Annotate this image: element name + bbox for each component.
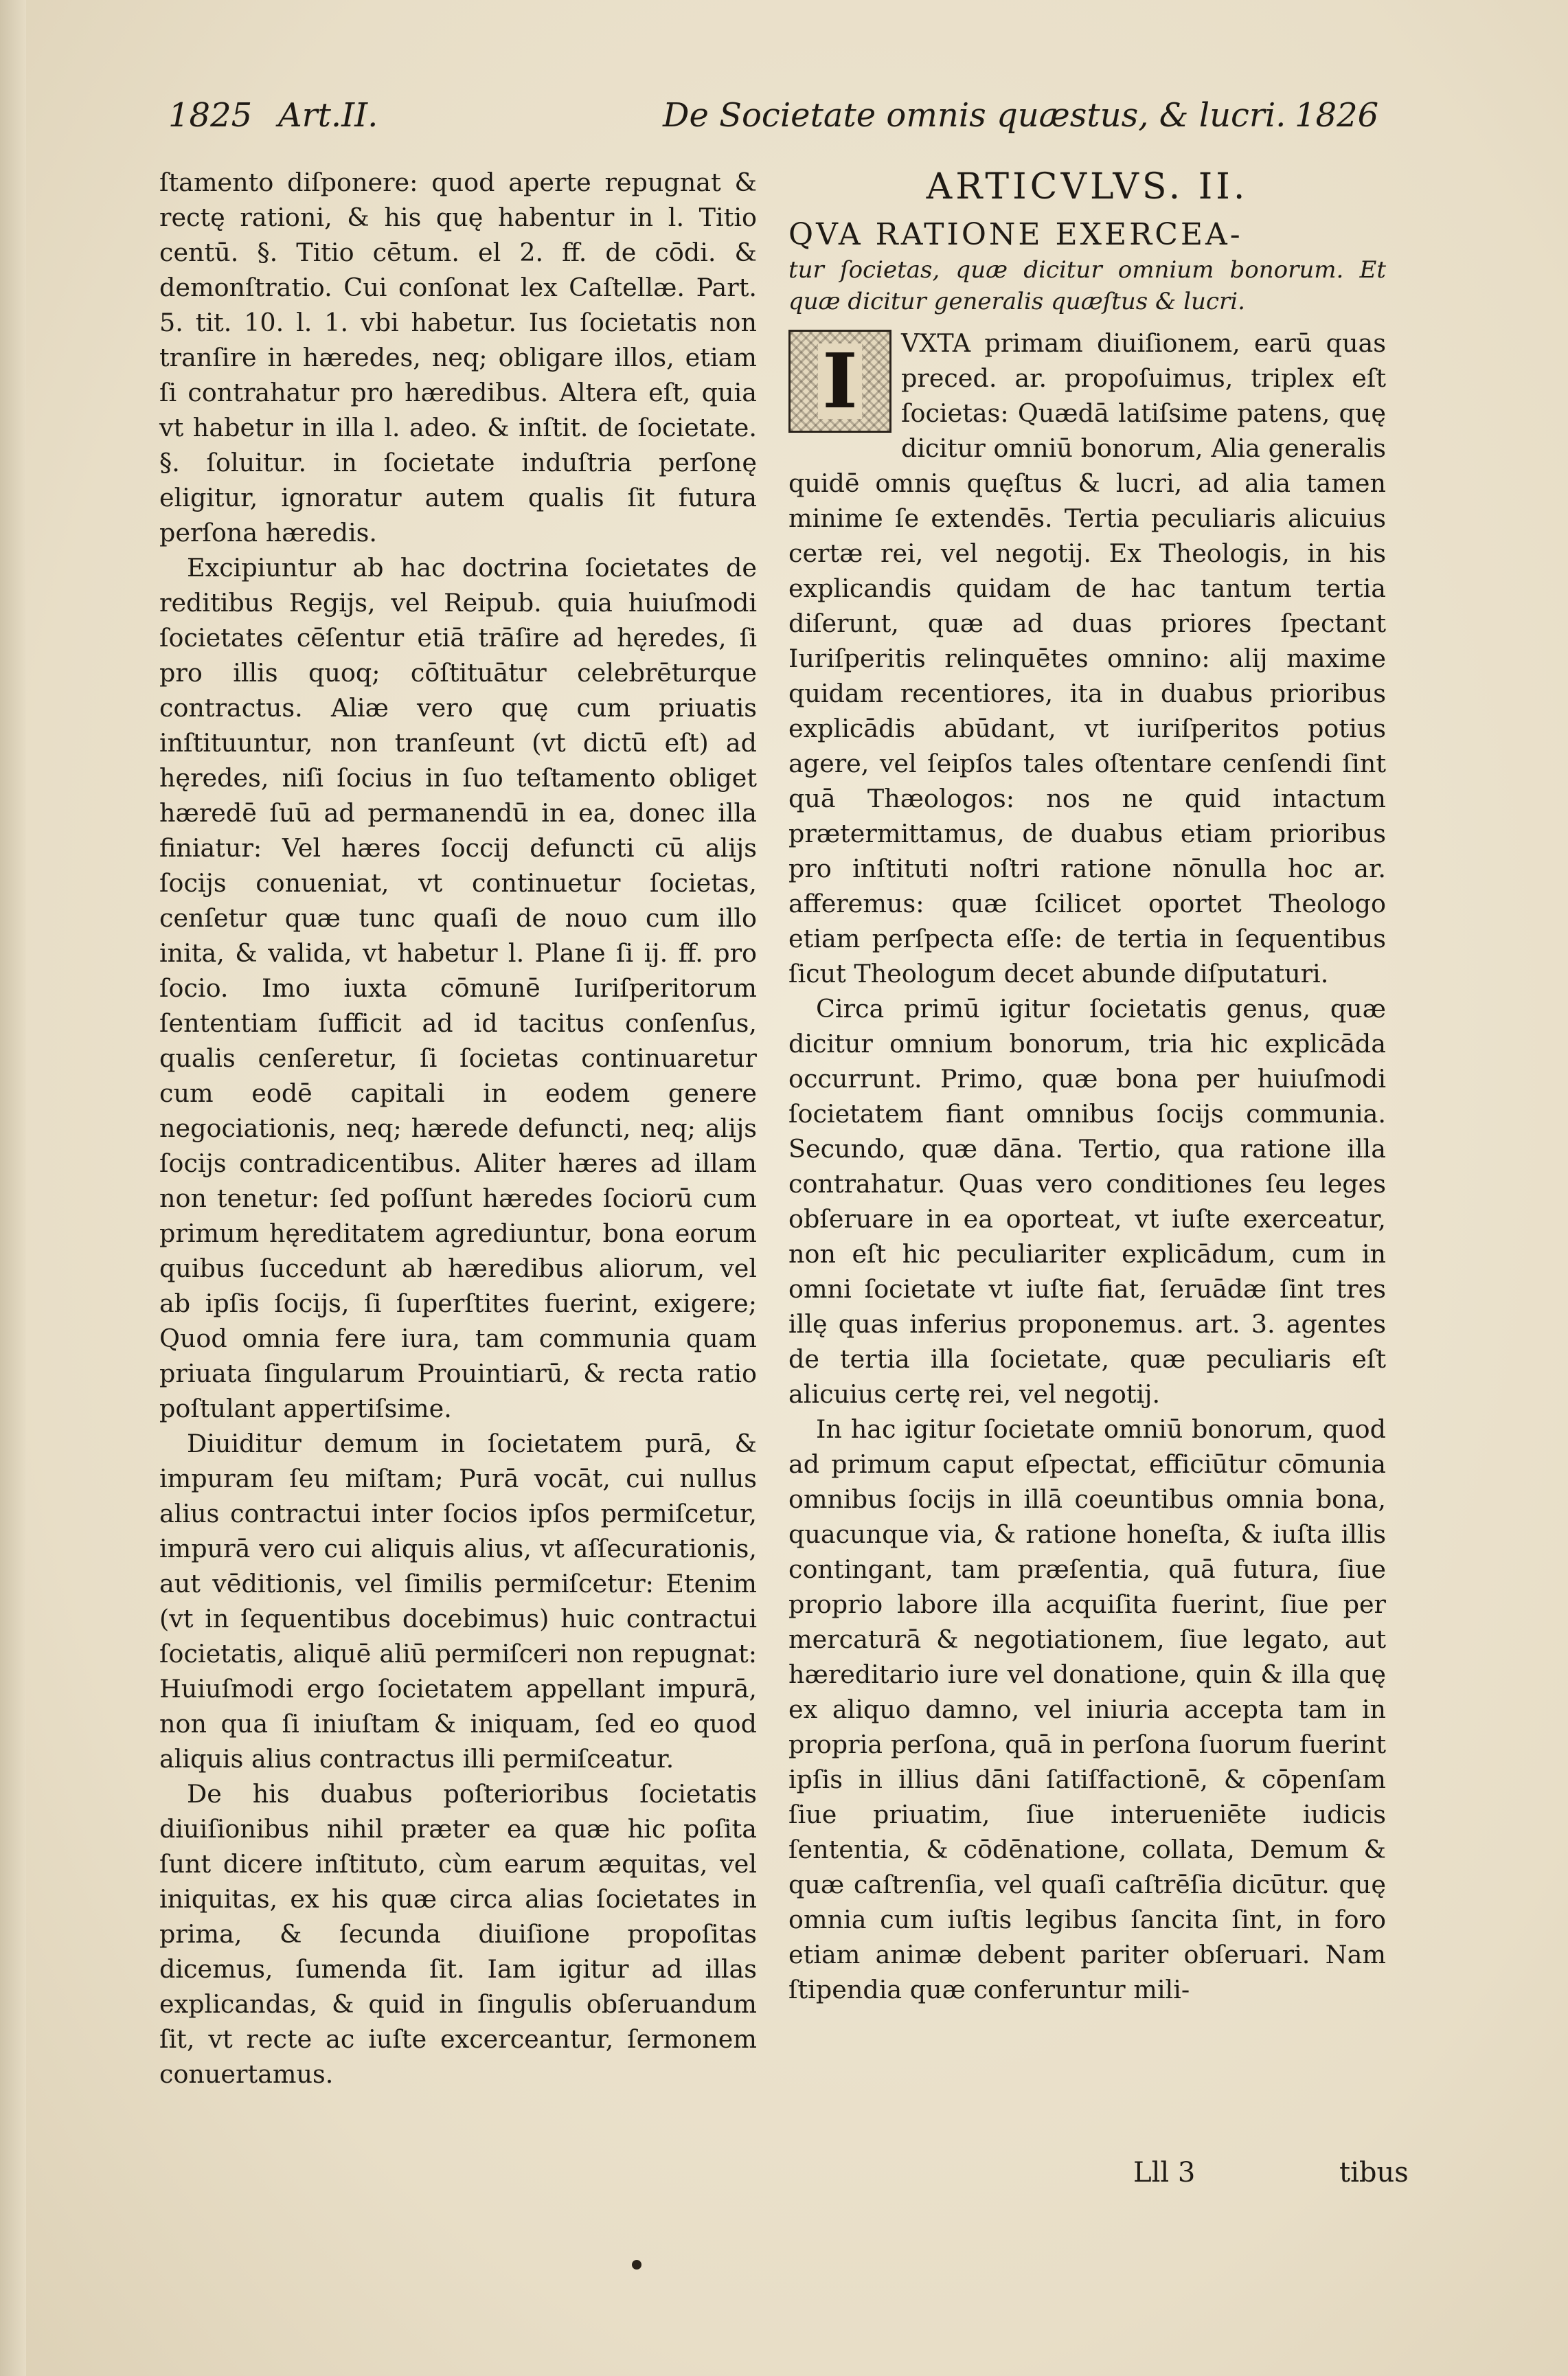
article-subheading: QVA RATIONE EXERCEA-: [788, 217, 1243, 252]
left-paragraph-1: ſtamento diſponere: quod aperte repugnat & rectę rationi, & his quę habentur in l. Titio centū. §. Titio cētum. el 2. ff. de cōdi. & demonſtratio. Cui conſonat lex Caſtellæ. Part. 5. tit. 10. l. 1. vbi habetur. Ius ſocietatis non tranſire in hæredes, neq; obligare illos, etiam ſi contrahatur pro hæredibus. Altera eſt, quia vt habetur in illa l. adeo. & inſtit. de ſocietate. §. ſoluitur. in ſocietate induſtria perſonę eligitur, ignoratur autem qualis ſit futura perſona hæredis.: [159, 168, 757, 547]
running-title: De Societate omnis quæstus, & lucri.: [663, 96, 1286, 135]
page-gutter: [0, 0, 26, 2376]
right-paragraph-3: In hac igitur ſocietate omniū bonorum, quod ad primum caput eſpectat, efficiūtur cōmunia omnibus ſocijs in illā coeuntibus omnia bona, quacunque via, & ratione honeſta, & iuſta illis contingant, tam præſentia, quā futura, ſiue proprio labore illa acquiſita fuerint, ſiue per mercaturā & negotiationem, ſiue legato, aut hæreditario iure vel donatione, quin & illa quę ex aliquo damno, vel iniuria accepta tam in propria perſona, quā in perſona ſuorum fuerint ipſis in illius dāni ſatiſfactionē, & cōpenſam ſiue priuatim, ſiue interueniēte iudicis ſententia, & cōdēnatione, collata, Demum & quæ caſtrenſia, vel quaſi caſtrēſia dicūtur. quę omnia cum iuſtis legibus ſancita ſint, in foro etiam animæ debent pariter obſeruari. Nam ſtipendia quæ conferuntur mili-: [788, 1414, 1386, 2004]
right-column: [788, 165, 1386, 2007]
catchword: tibus: [1339, 2157, 1409, 2188]
left-paragraph-2: Excipiuntur ab hac doctrina ſocietates de reditibus Regijs, vel Reipub. quia huiuſmodi ſocietates cēſentur etiā trāſire ad hęredes, ſi pro illis quoq; cōſtituātur celebrēturque contractus. Aliæ vero quę cum priuatis inſtituuntur, non tranſeunt (vt dictū eſt) ad hęredes, niſi ſocius in ſuo teſtamento obliget hæredē ſuū ad permanendū in ea, donec illa finiatur: Vel hæres ſoccij defuncti cū alijs ſocijs conueniat, vt continuetur ſocietas, cenſetur quæ tunc quaſi de nouo cum illo inita, & valida, vt habetur l. Plane ſi ij. ff. pro ſocio. Imo iuxta cōmunē Iuriſperitorum ſententiam ſufficit ad id tacitus conſenſus, qualis cenſeretur, ſi ſocietas continuaretur cum eodē capitali in eodem genere negociationis, neq; hærede defuncti, neq; alijs ſocijs contradicentibus. Aliter hæres ad illam non tenetur: ſed poſſunt hæredes ſociorū cum primum hęreditatem agrediuntur, bona eorum quibus ſuccedunt ab hæredibus aliorum, vel ab ipſis ſocijs, ſi ſuperſtites fuerint, exigere; Quod omnia fere iura, tam communia quam priuata ſingularum Prouintiarū, & recta ratio poſtulant appertiſsime.: [159, 553, 757, 1423]
ink-dot: [632, 2260, 641, 2270]
article-subheading-italic: tur ſocietas, quæ dicitur omnium bonorum. Et quæ dicitur generalis quæſtus & lucri.: [788, 256, 1386, 315]
dropcap-initial: [788, 330, 891, 433]
right-paragraph-2: Circa primū igitur ſocietatis genus, quæ dicitur omnium bonorum, tria hic explicāda occurrunt. Primo, quæ bona per huiuſmodi ſocietatem fiant omnibus ſocijs communia. Secundo, quæ dāna. Tertio, qua ratione illa contrahatur. Quas vero conditiones ſeu leges obſeruare in ea oporteat, vt iuſte exerceatur, non eſt hic peculiariter explicādum, cum in omni ſocietate vt iuſte fiat, ſeruādæ ſint tres illę quas inferius proponemus. art. 3. agentes de tertia illa ſocietate, quæ peculiaris eſt alicuius certę rei, vel negotij.: [788, 994, 1386, 1409]
right-page-number: 1826: [1295, 96, 1379, 135]
running-header: [168, 96, 1384, 151]
left-paragraph-4: De his duabus poſterioribus ſocietatis diuiſionibus nihil præter ea quæ hic poſita ſunt dicere inſtituto, cùm earum æquitas, vel iniquitas, ex his quæ circa alias ſocietates in prima, & ſecunda diuiſione propoſitas dicemus, ſumenda ſit. Iam igitur ad illas explicandas, & quid in ſingulis obſeruandum ſit, vt recte ac iuſte excerceantur, ſermonem conuertamus.: [159, 1779, 757, 2089]
running-article-label: Art.II.: [278, 96, 378, 135]
left-column: [159, 165, 757, 2092]
left-page-number: 1825: [168, 96, 253, 135]
right-paragraph-1: VXTA primam diuiſionem, earū quas preced. ar. propoſuimus, triplex eſt ſocietas: Quædā latiſsime patens, quę dicitur omniū bonorum, Alia generalis quidē omnis quęſtus & lucri, ad alia tamen minime ſe extendēs. Tertia peculiaris alicuius certæ rei, vel negotij. Ex Theologis, in his explicandis quidam de hac tantum tertia diſerunt, quæ ad duas priores ſpectant Iuriſperitis relinquētes omnino: alij maxime quidam recentiores, ita in duabus prioribus explicādis abūdant, vt iuriſperitos potius agere, vel ſeipſos tales oſtentare cenſendi ſint quā Thæologos: nos ne quid intactum prætermittamus, de duabus etiam prioribus pro inſtituti noſtri ratione nōnulla hoc ar. afferemus: quæ ſcilicet oportet Theologo etiam perſpecta eſſe: de tertia in ſequentibus ſicut Theologum decet abunde diſputaturi.: [788, 328, 1386, 988]
signature-mark: Lll 3: [1133, 2157, 1196, 2188]
dropcap-letter: I: [818, 343, 861, 419]
left-paragraph-3: Diuiditur demum in ſocietatem purā, & impuram ſeu miſtam; Purā vocāt, cui nullus alius contractui inter ſocios ipſos permiſcetur, impurā vero cui aliquis alius, vt aſſecurationis, aut vēditionis, vel ſimilis permiſcetur: Etenim (vt in ſequentibus docebimus) huic contractui ſocietatis, aliquē aliū permiſceri non repugnat: Huiuſmodi ergo ſocietatem appellant impurā, non qua ſi iniuſtam & iniquam, ſed eo quod aliquis alius contractus illi permiſceatur.: [159, 1429, 757, 1774]
article-heading: ARTICVLVS. II.: [926, 166, 1249, 207]
